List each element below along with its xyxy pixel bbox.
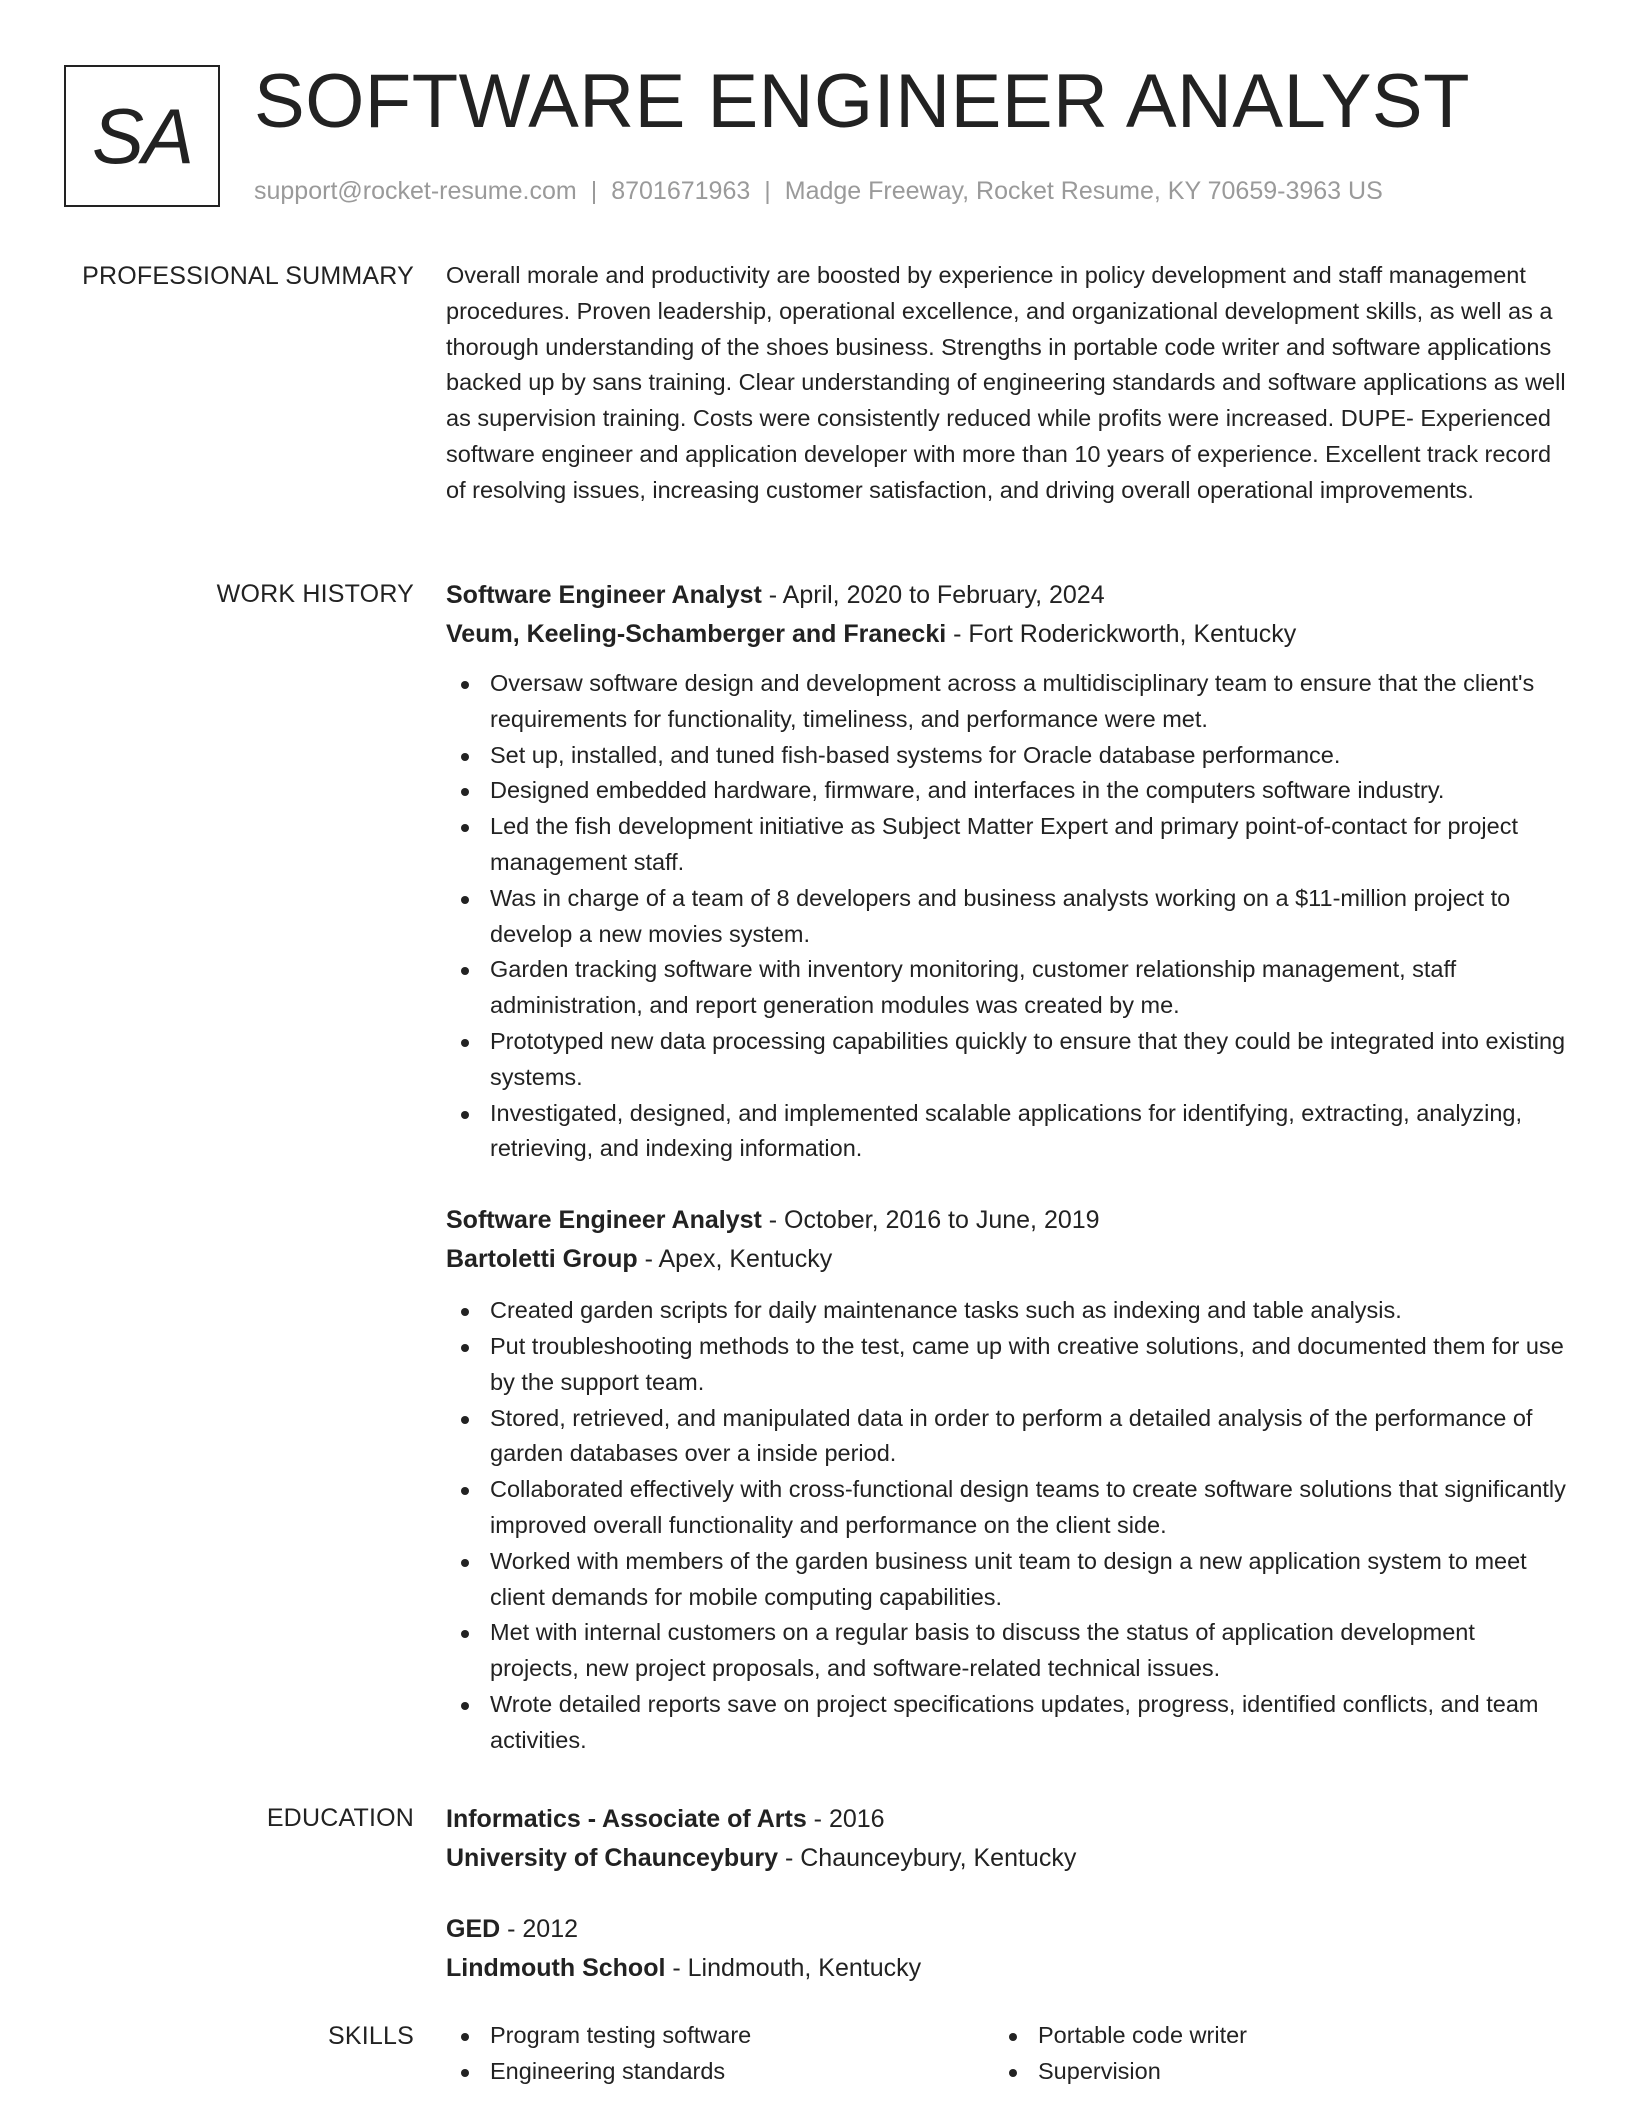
contact-phone[interactable]: 8701671963 [611,177,751,205]
list-item: Worked with members of the garden business unit team to design a new application system to meet client demands for mobile computing capabilities. [446,1544,1566,1616]
skill-item: Engineering standards [446,2054,994,2090]
contact-line [254,174,1383,208]
list-item: Put troubleshooting methods to the test, came up with creative solutions, and documented them for use by the support team. [446,1329,1566,1401]
section-label-education: EDUCATION [266,1804,414,1832]
job-dates: - April, 2020 to February, 2024 [761,581,1105,609]
school-location: - Lindmouth, Kentucky [665,1954,922,1982]
contact-separator: | [590,177,598,205]
list-item: Met with internal customers on a regular basis to discuss the status of application development projects, new project proposals, and software-related technical issues. [446,1615,1566,1687]
education-entry [446,1910,1566,1988]
job-title: Software Engineer Analyst [446,581,762,609]
education-entry [446,1800,1566,1878]
degree-year: - 2012 [500,1915,579,1943]
education-body [446,1800,1566,1988]
summary-body [446,258,1566,509]
job-location: - Fort Roderickworth, Kentucky [946,620,1297,648]
resume-name: SOFTWARE ENGINEER ANALYST [254,59,1471,144]
skill-item: Portable code writer [994,2018,1542,2054]
job-company: Veum, Keeling-Schamberger and Franecki [446,620,947,648]
skills-list [446,2018,1566,2090]
job-title-line [446,576,1566,615]
job-bullet-list [446,666,1566,1167]
list-item: Designed embedded hardware, firmware, and interfaces in the computers software industry. [446,773,1566,809]
job-company: Bartoletti Group [446,1245,638,1274]
degree-name: Informatics - Associate of Arts [446,1805,807,1833]
degree-year: - 2016 [806,1805,885,1833]
school-location: - Chaunceybury, Kentucky [778,1844,1077,1872]
work-history-body [446,576,1566,1759]
degree-name: GED [446,1915,501,1943]
job-dates: - October, 2016 to June, 2019 [761,1206,1100,1235]
list-item: Stored, retrieved, and manipulated data in order to perform a detailed analysis of the performance of garden databases over a inside period. [446,1401,1566,1473]
list-item: Led the fish development initiative as Subject Matter Expert and primary point-of-contact for project management staff. [446,809,1566,881]
job-location: - Apex, Kentucky [637,1245,833,1274]
skill-item: Supervision [994,2054,1542,2090]
list-item: Was in charge of a team of 8 developers and business analysts working on a $11-million project to develop a new movies system. [446,881,1566,953]
job-bullet-list [446,1293,1566,1758]
school-name: University of Chaunceybury [446,1844,779,1872]
school-line [446,1949,1566,1988]
job-entry [446,576,1566,1167]
job-company-line [446,615,1566,654]
contact-address: Madge Freeway, Rocket Resume, KY 70659-3963 US [784,177,1383,205]
list-item: Wrote detailed reports save on project specifications updates, progress, identified conflicts, and team activities. [446,1687,1566,1759]
school-name: Lindmouth School [446,1954,666,1982]
section-label-summary: PROFESSIONAL SUMMARY [82,262,414,290]
contact-email[interactable]: support@rocket-resume.com [254,177,577,205]
list-item: Investigated, designed, and implemented scalable applications for identifying, extracting, analyzing, retrieving, and indexing information. [446,1096,1566,1168]
summary-text: Overall morale and productivity are boosted by experience in policy development and staff management procedures. Proven leadership, operational excellence, and organizational development skills, as well as a thorough understanding of the shoes business. Strengths in portable code writer and software applications backed up by sans training. Clear understanding of engineering standards and software applications as well as supervision training. Costs were consistently reduced while profits were increased. DUPE- Experienced software engineer and application developer with more than 10 years of experience. Excellent track record of resolving issues, increasing customer satisfaction, and driving overall operational improvements. [446,262,1566,503]
list-item: Set up, installed, and tuned fish-based systems for Oracle database performance. [446,738,1566,774]
section-label-skills: SKILLS [328,2022,414,2050]
skill-item: Program testing software [446,2018,994,2054]
job-title-line [446,1201,1566,1240]
list-item: Collaborated effectively with cross-functional design teams to create software solutions that significantly improved overall functionality and performance on the client side. [446,1472,1566,1544]
degree-line [446,1800,1566,1839]
school-line [446,1839,1566,1878]
job-title: Software Engineer Analyst [446,1206,762,1235]
section-label-work-history: WORK HISTORY [216,580,414,608]
degree-line [446,1910,1566,1949]
job-company-line [446,1240,1566,1279]
list-item: Prototyped new data processing capabilities quickly to ensure that they could be integrated into existing systems. [446,1024,1566,1096]
list-item: Garden tracking software with inventory monitoring, customer relationship management, staff administration, and report generation modules was created by me. [446,952,1566,1024]
list-item: Created garden scripts for daily maintenance tasks such as indexing and table analysis. [446,1293,1566,1329]
job-entry [446,1201,1566,1758]
skills-body [446,2018,1566,2090]
monogram-badge: SA [64,65,220,207]
contact-separator: | [764,177,771,205]
list-item: Oversaw software design and development across a multidisciplinary team to ensure that the client's requirements for functionality, timeliness, and performance were met. [446,666,1566,738]
